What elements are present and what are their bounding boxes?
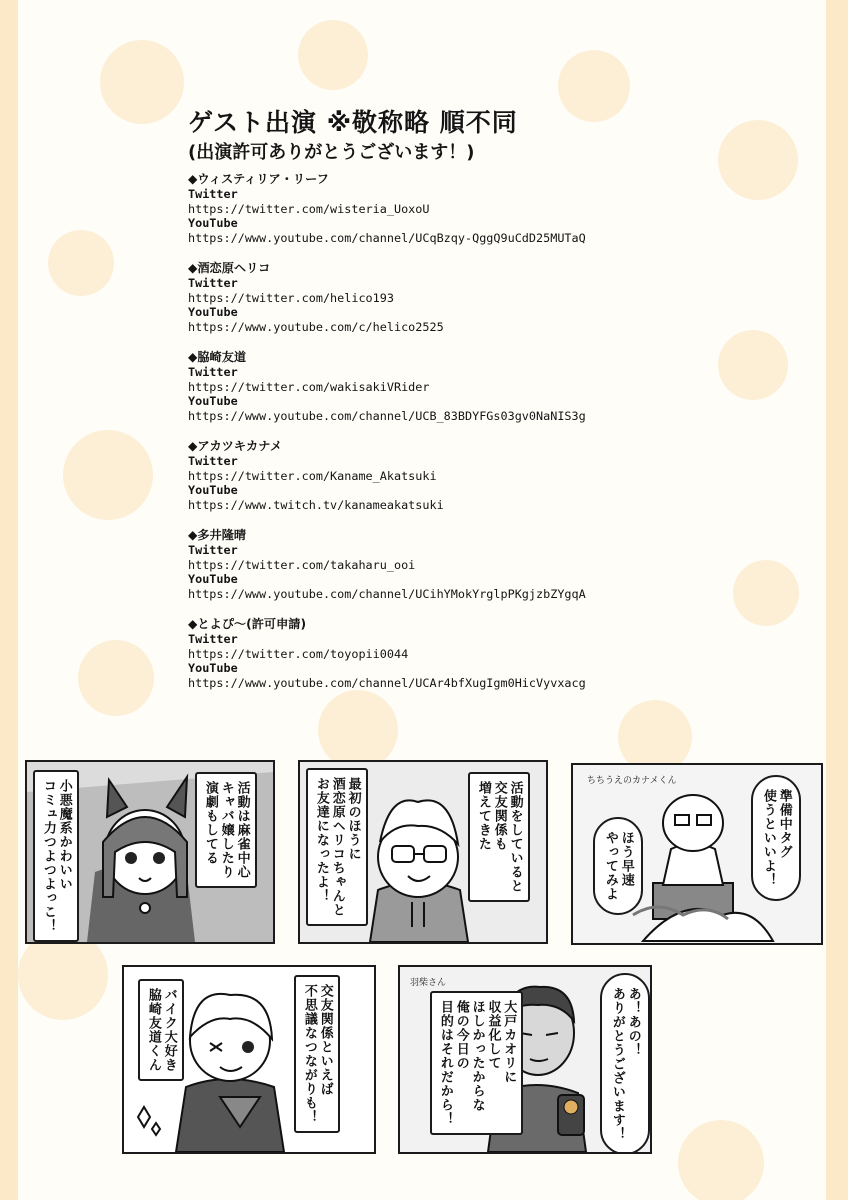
credit-entry [188, 350, 748, 424]
twitter-label: Twitter [188, 364, 238, 379]
twitter-label: Twitter [188, 186, 238, 201]
twitter-link[interactable]: https://twitter.com/wisteria_UoxoU [188, 201, 430, 216]
page-title: ゲスト出演 ※敬称略 順不同 [188, 108, 518, 137]
background-dot [63, 430, 153, 520]
guest-name: ◆酒恋原ヘリコ [188, 260, 271, 275]
video-label: YouTube [188, 483, 238, 498]
background-dot [78, 640, 154, 716]
guest-credits-list [188, 172, 748, 706]
character-caption: ちちうえのカナメくん [587, 776, 677, 786]
background-dot [298, 20, 368, 90]
speech-bubble: 活動をしていると 交友関係も 増えてきた [468, 772, 530, 902]
video-label: YouTube [188, 572, 238, 587]
guest-name: ◆アカツキカナメ [188, 438, 283, 453]
video-link[interactable]: https://www.youtube.com/channel/UCB_83BDYFGs03gv0NaNIS3g [188, 409, 586, 424]
speech-bubble: バイク大好き 脇崎友道くん [138, 979, 184, 1081]
credit-entry [188, 439, 748, 513]
speech-bubble: 準備中タグ 使うといいよ！ [751, 775, 801, 901]
comic-panel-wakisaki [122, 965, 376, 1154]
guest-name: ◆脇崎友道 [188, 349, 247, 364]
credit-entry [188, 617, 748, 691]
video-link[interactable]: https://www.youtube.com/c/helico2525 [188, 320, 444, 335]
speech-bubble: 小悪魔系かわいい コミュ力つよつよっこ！ [33, 770, 79, 942]
background-dot [558, 50, 630, 122]
speech-bubble: 活動は麻雀中心 キャバ嬢したり 演劇もしてる [195, 772, 257, 888]
speech-bubble: 最初のほうに 酒恋原ヘリコちゃんと お友達になったよ！ [306, 768, 368, 926]
background-dot [678, 1120, 764, 1200]
speech-bubble: あ！あの！ ありがとうございます！ [600, 973, 650, 1154]
credit-entry [188, 528, 748, 602]
video-link[interactable]: https://www.youtube.com/channel/UCAr4bfXugIgm0HicVyvxacg [188, 676, 586, 691]
twitter-label: Twitter [188, 542, 238, 557]
page-border-left [0, 0, 18, 1200]
twitter-link[interactable]: https://twitter.com/Kaname_Akatsuki [188, 468, 437, 483]
twitter-label: Twitter [188, 631, 238, 646]
page-border-right [826, 0, 848, 1200]
video-link[interactable]: https://www.twitch.tv/kanameakatsuki [188, 498, 444, 513]
comic-panel-kaname [571, 763, 823, 945]
video-label: YouTube [188, 305, 238, 320]
twitter-link[interactable]: https://twitter.com/takaharu_ooi [188, 557, 416, 572]
video-label: YouTube [188, 216, 238, 231]
twitter-link[interactable]: https://twitter.com/toyopii0044 [188, 646, 409, 661]
credit-entry [188, 172, 748, 246]
comic-panel-hashiba [398, 965, 652, 1154]
background-dot [100, 40, 184, 124]
speech-bubble: ほう早速 やってみよ [593, 817, 643, 915]
guest-name: ◆とよぴ〜(許可申請) [188, 616, 307, 631]
video-link[interactable]: https://www.youtube.com/channel/UCihYMokYrglpPKgjzbZYgqA [188, 587, 586, 602]
character-caption: 羽柴さん [410, 978, 447, 988]
credit-entry [188, 261, 748, 335]
video-label: YouTube [188, 394, 238, 409]
twitter-label: Twitter [188, 453, 238, 468]
guest-name: ◆多井隆晴 [188, 527, 247, 542]
video-link[interactable]: https://www.youtube.com/channel/UCqBzqy-QggQ9uCdD25MUTaQ [188, 231, 586, 246]
background-dot [48, 230, 114, 296]
speech-bubble: 交友関係といえば 不思議なつながりも！ [294, 975, 340, 1133]
video-label: YouTube [188, 661, 238, 676]
twitter-link[interactable]: https://twitter.com/wakisakiVRider [188, 379, 430, 394]
speech-bubble: 大戸カオリに 収益化して ほしかったからな 俺の今日の 目的はそれだから！ [430, 991, 523, 1135]
guest-name: ◆ウィスティリア・リーフ [188, 172, 329, 186]
twitter-link[interactable]: https://twitter.com/helico193 [188, 290, 394, 305]
page-subtitle: (出演許可ありがとうございます！) [188, 142, 475, 163]
comic-panel-helico [298, 760, 548, 944]
twitter-label: Twitter [188, 275, 238, 290]
comic-panel-wisteria [25, 760, 275, 944]
